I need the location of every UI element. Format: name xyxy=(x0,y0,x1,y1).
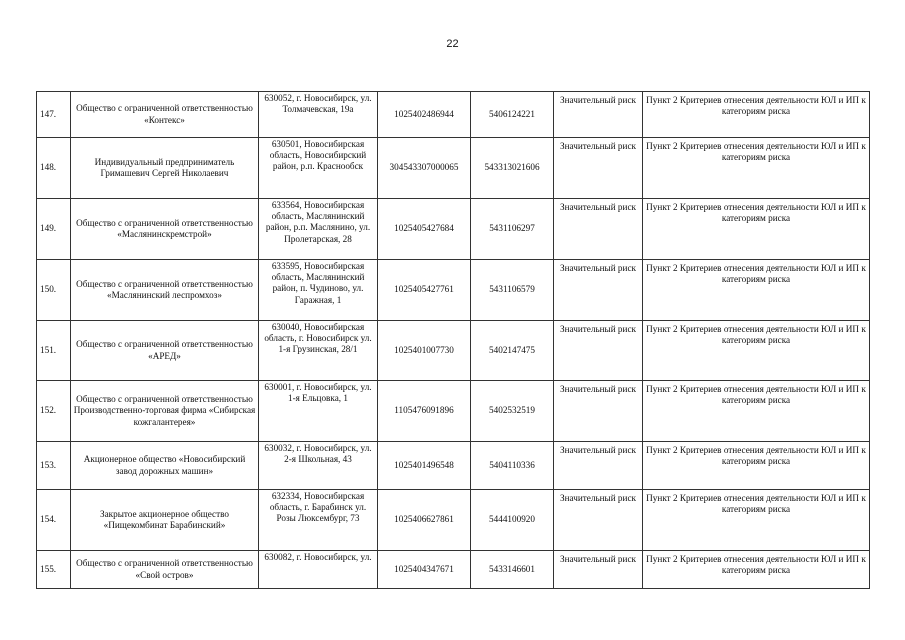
risk-category: Значительный риск xyxy=(554,138,643,199)
table-row xyxy=(37,321,870,381)
organization-name: Общество с ограниченной ответственностью «АРЕД» xyxy=(71,321,259,381)
row-number: 154. xyxy=(37,490,71,551)
organization-address: 630032, г. Новосибирск, ул. 2-я Школьная, 43 xyxy=(259,442,378,490)
risk-registry-table xyxy=(36,91,870,589)
inn-value: 5402532519 xyxy=(471,381,554,442)
risk-category: Значительный риск xyxy=(554,321,643,381)
organization-name: Общество с ограниченной ответственностью «Контекс» xyxy=(71,92,259,138)
risk-category: Значительный риск xyxy=(554,260,643,321)
ogrn-value: 1025404347671 xyxy=(378,551,471,589)
row-number: 152. xyxy=(37,381,71,442)
row-number: 153. xyxy=(37,442,71,490)
row-number: 148. xyxy=(37,138,71,199)
table-row xyxy=(37,381,870,442)
risk-category: Значительный риск xyxy=(554,199,643,260)
organization-address: 630052, г. Новосибирск, ул. Толмачевская, 19а xyxy=(259,92,378,138)
organization-address: 630501, Новосибирская область, Новосибирский район, р.п. Краснообск xyxy=(259,138,378,199)
risk-category: Значительный риск xyxy=(554,381,643,442)
row-number: 149. xyxy=(37,199,71,260)
ogrn-value: 1025401007730 xyxy=(378,321,471,381)
organization-name: Закрытое акционерное общество «Пищекомбинат Барабинский» xyxy=(71,490,259,551)
risk-category: Значительный риск xyxy=(554,490,643,551)
organization-address: 630001, г. Новосибирск, ул. 1-я Ельцовка, 1 xyxy=(259,381,378,442)
organization-name: Акционерное общество «Новосибирский завод дорожных машин» xyxy=(71,442,259,490)
ogrn-value: 1025405427761 xyxy=(378,260,471,321)
organization-address: 630082, г. Новосибирск, ул. xyxy=(259,551,378,589)
table-row xyxy=(37,442,870,490)
risk-criteria: Пункт 2 Критериев отнесения деятельности ЮЛ и ИП к категориям риска xyxy=(643,260,870,321)
ogrn-value: 1105476091896 xyxy=(378,381,471,442)
table-row xyxy=(37,260,870,321)
inn-value: 543313021606 xyxy=(471,138,554,199)
ogrn-value: 1025405427684 xyxy=(378,199,471,260)
table-row xyxy=(37,199,870,260)
inn-value: 5431106579 xyxy=(471,260,554,321)
row-number: 147. xyxy=(37,92,71,138)
risk-criteria: Пункт 2 Критериев отнесения деятельности ЮЛ и ИП к категориям риска xyxy=(643,321,870,381)
organization-name: Общество с ограниченной ответственностью «Маслянинскремстрой» xyxy=(71,199,259,260)
row-number: 155. xyxy=(37,551,71,589)
table-row xyxy=(37,551,870,589)
organization-address: 633595, Новосибирская область, Маслянинский район, п. Чудиново, ул. Гаражная, 1 xyxy=(259,260,378,321)
risk-criteria: Пункт 2 Критериев отнесения деятельности ЮЛ и ИП к категориям риска xyxy=(643,490,870,551)
inn-value: 5431106297 xyxy=(471,199,554,260)
table-row xyxy=(37,138,870,199)
ogrn-value: 1025402486944 xyxy=(378,92,471,138)
organization-name: Общество с ограниченной ответственностью «Маслянинский леспромхоз» xyxy=(71,260,259,321)
page-number: 22 xyxy=(446,38,459,50)
row-number: 150. xyxy=(37,260,71,321)
risk-criteria: Пункт 2 Критериев отнесения деятельности ЮЛ и ИП к категориям риска xyxy=(643,138,870,199)
organization-name: Общество с ограниченной ответственностью Производственно-торговая фирма «Сибирская кожгалантерея» xyxy=(71,381,259,442)
risk-criteria: Пункт 2 Критериев отнесения деятельности ЮЛ и ИП к категориям риска xyxy=(643,381,870,442)
organization-address: 632334, Новосибирская область, г. Барабинск ул. Розы Люксембург, 73 xyxy=(259,490,378,551)
inn-value: 5406124221 xyxy=(471,92,554,138)
inn-value: 5404110336 xyxy=(471,442,554,490)
organization-name: Общество с ограниченной ответственностью «Свой остров» xyxy=(71,551,259,589)
risk-criteria: Пункт 2 Критериев отнесения деятельности ЮЛ и ИП к категориям риска xyxy=(643,199,870,260)
risk-criteria: Пункт 2 Критериев отнесения деятельности ЮЛ и ИП к категориям риска xyxy=(643,92,870,138)
table-row xyxy=(37,92,870,138)
organization-address: 630040, Новосибирская область, г. Новосибирск ул. 1-я Грузинская, 28/1 xyxy=(259,321,378,381)
row-number: 151. xyxy=(37,321,71,381)
risk-criteria: Пункт 2 Критериев отнесения деятельности ЮЛ и ИП к категориям риска xyxy=(643,442,870,490)
organization-name: Индивидуальный предприниматель Гримашевич Сергей Николаевич xyxy=(71,138,259,199)
risk-category: Значительный риск xyxy=(554,92,643,138)
risk-category: Значительный риск xyxy=(554,442,643,490)
ogrn-value: 1025406627861 xyxy=(378,490,471,551)
risk-category: Значительный риск xyxy=(554,551,643,589)
table-row xyxy=(37,490,870,551)
inn-value: 5402147475 xyxy=(471,321,554,381)
inn-value: 5433146601 xyxy=(471,551,554,589)
organization-address: 633564, Новосибирская область, Маслянинский район, р.п. Маслянино, ул. Пролетарская, 28 xyxy=(259,199,378,260)
ogrn-value: 1025401496548 xyxy=(378,442,471,490)
risk-criteria: Пункт 2 Критериев отнесения деятельности ЮЛ и ИП к категориям риска xyxy=(643,551,870,589)
ogrn-value: 304543307000065 xyxy=(378,138,471,199)
inn-value: 5444100920 xyxy=(471,490,554,551)
